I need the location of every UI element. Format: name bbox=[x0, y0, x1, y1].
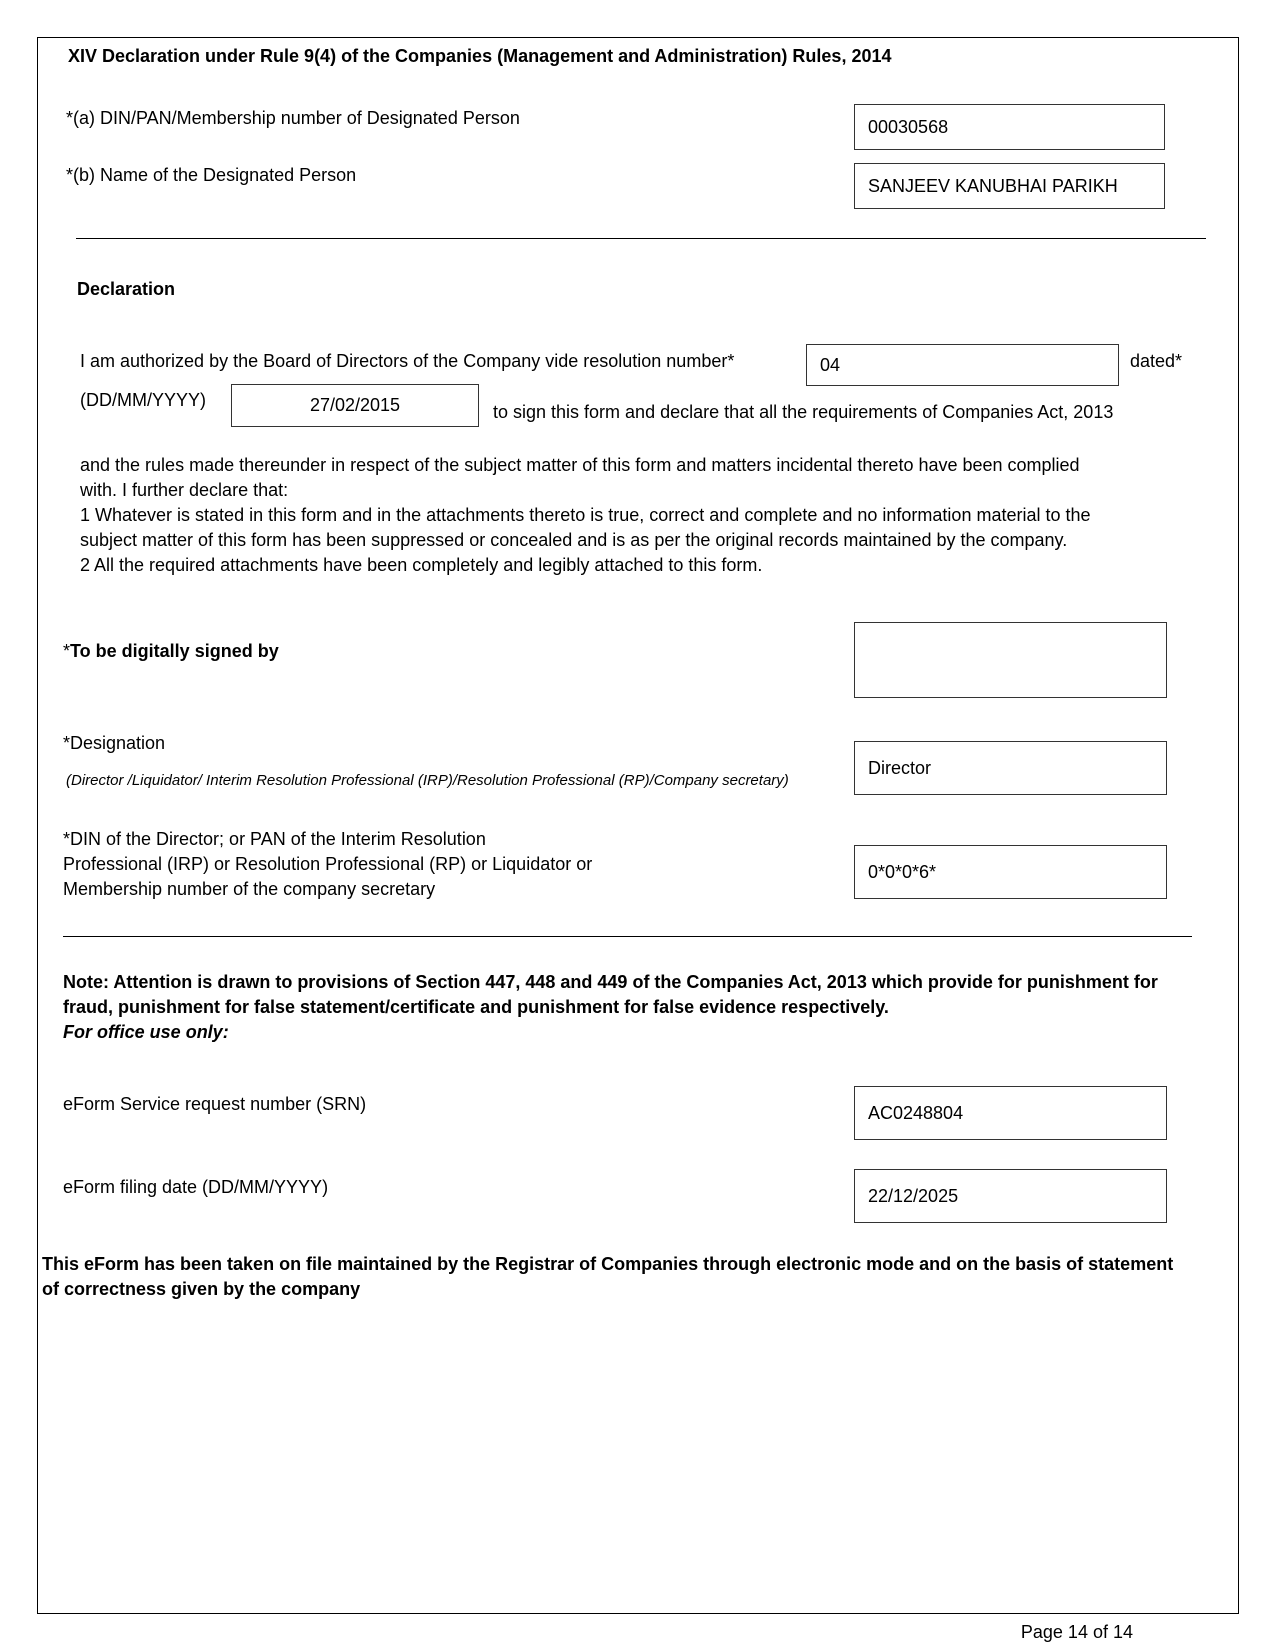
date-format-label: (DD/MM/YYYY) bbox=[80, 390, 206, 410]
digital-signature-field[interactable] bbox=[854, 622, 1167, 698]
srn-field[interactable] bbox=[854, 1086, 1167, 1140]
note-text bbox=[63, 970, 1233, 1045]
din-director-label bbox=[63, 827, 763, 902]
srn-label: eForm Service request number (SRN) bbox=[63, 1094, 367, 1114]
designation-label: *Designation bbox=[63, 733, 166, 753]
declaration-body-line: with. I further declare that: bbox=[80, 480, 289, 500]
declaration-line2: to sign this form and declare that all the requirements of Companies Act, 2013 bbox=[493, 402, 1114, 422]
required-marker: * bbox=[63, 641, 71, 661]
resolution-number-value: 04 bbox=[820, 354, 841, 375]
declaration-body-line: 2 All the required attachments have been completely and legibly attached to this form. bbox=[80, 555, 763, 575]
digitally-signed-label bbox=[63, 641, 279, 662]
resolution-number-field[interactable] bbox=[806, 344, 1119, 386]
registrar-statement-line: This eForm has been taken on file maintained by the Registrar of Companies through electronic mode and on the basis of statement bbox=[42, 1254, 1174, 1274]
designated-person-name-label: *(b) Name of the Designated Person bbox=[66, 165, 357, 185]
note-line: fraud, punishment for false statement/certificate and punishment for false evidence respectively. bbox=[63, 997, 889, 1017]
declaration-body-line: and the rules made thereunder in respect of the subject matter of this form and matters incidental thereto have been complied bbox=[80, 455, 1080, 475]
declaration-line1: I am authorized by the Board of Directors of the Company vide resolution number* bbox=[80, 351, 735, 371]
din-pan-field[interactable] bbox=[854, 104, 1165, 150]
note-line: Note: Attention is drawn to provisions of Section 447, 448 and 449 of the Companies Act, 2013 which provide for punishment for bbox=[63, 972, 1158, 992]
office-use-label: For office use only: bbox=[63, 1022, 229, 1042]
designation-hint: (Director /Liquidator/ Interim Resolution Professional (IRP)/Resolution Professional (RP)/Company secretary) bbox=[66, 772, 789, 789]
page-number: Page 14 of 14 bbox=[1020, 1622, 1133, 1642]
din-director-label-line: Professional (IRP) or Resolution Professional (RP) or Liquidator or bbox=[63, 854, 593, 874]
form-page-frame bbox=[37, 37, 1239, 1614]
din-director-field[interactable] bbox=[854, 845, 1167, 899]
designated-person-name-value: SANJEEV KANUBHAI PARIKH bbox=[868, 175, 1118, 196]
section-title: XIV Declaration under Rule 9(4) of the Companies (Management and Administration) Rules, 2014 bbox=[68, 46, 892, 66]
declaration-body-line: subject matter of this form has been suppressed or concealed and is as per the original records maintained by the company. bbox=[80, 530, 1068, 550]
designated-person-name-field[interactable] bbox=[854, 163, 1165, 209]
resolution-date-field[interactable] bbox=[231, 384, 479, 427]
filing-date-label: eForm filing date (DD/MM/YYYY) bbox=[63, 1177, 329, 1197]
din-pan-value: 00030568 bbox=[868, 116, 949, 137]
srn-value: AC0248804 bbox=[868, 1102, 964, 1123]
din-pan-label: *(a) DIN/PAN/Membership number of Designated Person bbox=[66, 108, 520, 128]
declaration-body-line: 1 Whatever is stated in this form and in the attachments thereto is true, correct and complete and no information material to the bbox=[80, 505, 1091, 525]
filing-date-value: 22/12/2025 bbox=[868, 1185, 959, 1206]
filing-date-field[interactable] bbox=[854, 1169, 1167, 1223]
digitally-signed-text: To be digitally signed by bbox=[70, 641, 279, 661]
din-director-value: 0*0*0*6* bbox=[868, 861, 937, 882]
note-divider bbox=[63, 936, 1192, 937]
section-divider bbox=[76, 238, 1206, 239]
din-director-label-line: Membership number of the company secretary bbox=[63, 879, 436, 899]
designation-field[interactable] bbox=[854, 741, 1167, 795]
registrar-statement-line: of correctness given by the company bbox=[42, 1279, 361, 1299]
resolution-date-value: 27/02/2015 bbox=[309, 395, 401, 415]
declaration-heading: Declaration bbox=[77, 279, 176, 299]
dated-label: dated* bbox=[1130, 351, 1183, 371]
registrar-statement bbox=[42, 1252, 1237, 1302]
din-director-label-line: *DIN of the Director; or PAN of the Interim Resolution bbox=[63, 829, 486, 849]
declaration-body bbox=[80, 453, 1240, 578]
designation-value: Director bbox=[868, 757, 932, 778]
